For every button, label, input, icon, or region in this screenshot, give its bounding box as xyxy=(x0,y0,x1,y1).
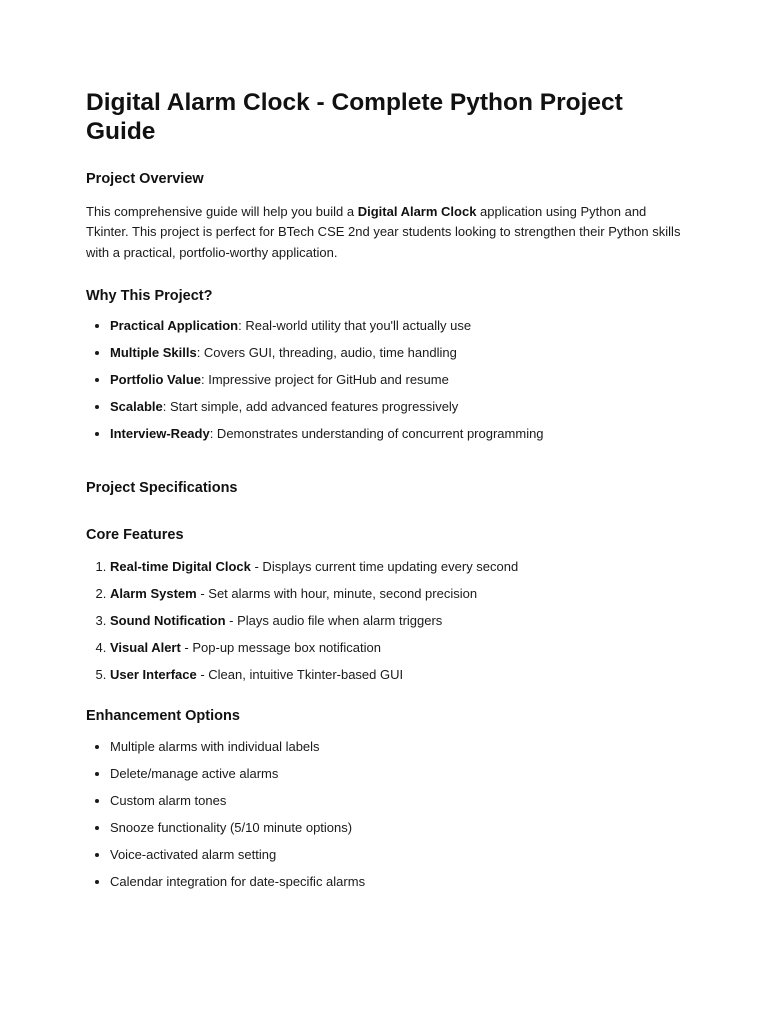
overview-text-after: application using Python and Tkinter. This project is perfect for BTech CSE 2nd year students looking to strengthen their Python skills with a practical, portfolio-worthy application. xyxy=(86,204,681,260)
page-title: Digital Alarm Clock - Complete Python Project Guide xyxy=(86,89,623,145)
list-item-text: : Impressive project for GitHub and resume xyxy=(201,371,449,387)
list-item: • Delete/manage active alarms xyxy=(110,765,686,782)
enhancements-list xyxy=(86,738,686,890)
list-item-text: : Real-world utility that you'll actually use xyxy=(238,317,472,333)
list-item-text: : Demonstrates understanding of concurrent programming xyxy=(209,425,544,441)
list-item: • Calendar integration for date-specific alarms xyxy=(110,873,686,890)
overview-paragraph xyxy=(86,202,686,263)
document-page xyxy=(86,88,686,900)
list-item xyxy=(110,639,686,656)
section-heading-enhancements: Enhancement Options xyxy=(86,707,240,724)
list-item-text: - Displays current time updating every second xyxy=(250,558,519,574)
list-item-label: Real-time Digital Clock xyxy=(110,558,251,574)
list-item-label: Sound Notification xyxy=(110,612,226,628)
overview-text-before: This comprehensive guide will help you build a xyxy=(86,204,358,219)
list-item-label: Portfolio Value xyxy=(110,371,202,387)
list-item-text: : Start simple, add advanced features progressively xyxy=(162,398,459,414)
list-item xyxy=(110,317,686,334)
list-item xyxy=(110,666,686,683)
list-item: • Custom alarm tones xyxy=(110,792,686,809)
list-item: • Multiple alarms with individual labels xyxy=(110,738,686,755)
list-item xyxy=(110,425,686,442)
list-item-label: User Interface xyxy=(110,666,197,682)
section-heading-core-features: Core Features xyxy=(86,526,184,543)
list-item-text: - Clean, intuitive Tkinter-based GUI xyxy=(196,666,404,682)
list-item-label: Multiple Skills xyxy=(110,344,197,360)
list-item-text: - Set alarms with hour, minute, second precision xyxy=(196,585,478,601)
overview-bold-term: Digital Alarm Clock xyxy=(357,204,477,219)
list-item xyxy=(110,344,686,361)
section-heading-why: Why This Project? xyxy=(86,287,213,304)
section-heading-specs: Project Specifications xyxy=(86,479,238,496)
why-list xyxy=(86,317,686,442)
section-heading-overview: Project Overview xyxy=(86,171,204,187)
list-item-text: - Pop-up message box notification xyxy=(180,639,381,655)
list-item-text: - Plays audio file when alarm triggers xyxy=(225,612,443,628)
list-item xyxy=(110,612,686,629)
list-item: • Voice-activated alarm setting xyxy=(110,846,686,863)
list-item xyxy=(110,371,686,388)
list-item-label: Scalable xyxy=(110,398,163,414)
list-item xyxy=(110,585,686,602)
list-item-label: Visual Alert xyxy=(110,639,181,655)
list-item-label: Interview-Ready xyxy=(110,425,210,441)
list-item-label: Alarm System xyxy=(110,585,197,601)
list-item-text: : Covers GUI, threading, audio, time handling xyxy=(196,344,457,360)
list-item xyxy=(110,558,686,575)
core-features-list xyxy=(86,558,686,683)
list-item-label: Practical Application xyxy=(110,317,239,333)
list-item: • Snooze functionality (5/10 minute options) xyxy=(110,819,686,836)
list-item xyxy=(110,398,686,415)
